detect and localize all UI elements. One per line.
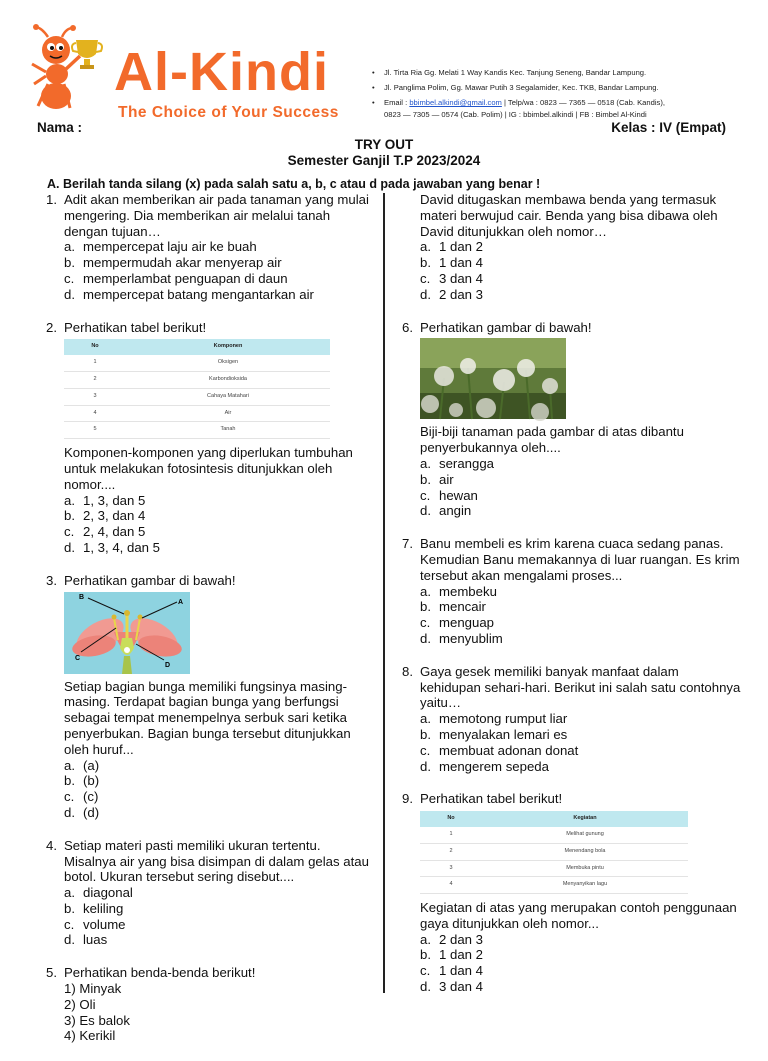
exam-title-block (0, 137, 768, 168)
question-3 (46, 573, 376, 821)
option-letter: d. (64, 932, 75, 948)
option-a[interactable] (64, 493, 376, 509)
option-letter: a. (64, 885, 75, 901)
option-a[interactable] (420, 584, 742, 600)
contact-details (384, 97, 665, 119)
option-letter: b. (420, 599, 431, 615)
question-text: David ditugaskan membawa benda yang termasuk materi berwujud cair. Benda yang bisa dibawa oleh David ditunjukkan oleh nomor… (420, 192, 718, 239)
table-cell: Membuka pintu (482, 860, 688, 877)
option-d[interactable] (420, 287, 742, 303)
option-text: 2 dan 3 (439, 931, 483, 947)
question-text: Gaya gesek memiliki banyak manfaat dalam kehidupan sehari-hari. Berikut ini salah satu contohnya yaitu… (420, 663, 741, 711)
option-letter: b. (64, 773, 75, 789)
option-text: menyublim (439, 630, 503, 646)
email-label: Email : (384, 98, 410, 108)
column-divider (383, 193, 385, 993)
table-row (64, 422, 330, 439)
question-1 (46, 192, 376, 303)
table-header: Komponen (126, 339, 330, 355)
question-9 (402, 791, 742, 995)
figure-label-b: B (79, 593, 85, 601)
option-d[interactable] (420, 503, 742, 519)
option-text: 1 dan 4 (439, 255, 483, 271)
question-5-continued (402, 192, 742, 303)
option-a[interactable] (64, 239, 376, 255)
option-c[interactable] (420, 743, 742, 759)
question-number: 9. (402, 791, 413, 807)
option-letter: c. (420, 615, 431, 631)
table-row (420, 827, 688, 843)
option-text: (c) (83, 789, 99, 805)
address-row (372, 82, 764, 93)
option-letter: d. (420, 286, 431, 302)
option-letter: b. (420, 726, 431, 742)
list-item: 3) Es balok (64, 1012, 130, 1028)
option-a[interactable] (420, 239, 742, 255)
option-b[interactable] (420, 255, 742, 271)
option-text: membeku (439, 583, 497, 599)
question-text: Komponen-komponen yang diperlukan tumbuhan untuk melakukan fotosintesis ditunjukkan oleh nomor.... (64, 445, 353, 492)
dandelion-photo (420, 338, 566, 419)
letterhead (0, 0, 768, 120)
bullet: • (372, 68, 375, 77)
option-letter: b. (64, 900, 75, 916)
table-cell: Cahaya Matahari (126, 388, 330, 405)
option-c[interactable] (420, 615, 742, 631)
table-cell: Menendang bola (482, 843, 688, 860)
name-field-label: Nama : (37, 120, 83, 135)
option-text: luas (83, 932, 108, 948)
option-d[interactable] (64, 932, 376, 948)
table-cell: Tanah (126, 422, 330, 439)
option-b[interactable] (64, 901, 376, 917)
option-b[interactable] (64, 508, 376, 524)
table-cell: 3 (64, 388, 126, 405)
question-intro: Perhatikan tabel berikut! (64, 319, 207, 335)
option-b[interactable] (64, 773, 376, 789)
option-text: 3 dan 4 (439, 979, 483, 995)
figure-label-c: C (75, 654, 81, 662)
question-text: Biji-biji tanaman pada gambar di atas dibantu penyerbukannya oleh.... (420, 424, 684, 456)
option-c[interactable] (64, 917, 376, 933)
question-number: 8. (402, 663, 413, 679)
option-letter: d. (420, 758, 431, 774)
option-text: hewan (439, 487, 478, 503)
option-letter: b. (420, 255, 431, 271)
option-letter: b. (420, 471, 431, 487)
email-link[interactable]: bbimbel.alkindi@gmail.com (409, 98, 502, 108)
figure-label-a: A (178, 598, 184, 606)
table-cell: Menyanyikan lagu (482, 877, 688, 894)
option-letter: c. (64, 916, 75, 932)
option-b[interactable] (420, 947, 742, 963)
flower-diagram (64, 592, 190, 674)
table-cell: 4 (64, 405, 126, 422)
option-c[interactable] (64, 524, 376, 540)
list-item: 4) Kerikil (64, 1028, 116, 1044)
table-row (420, 843, 688, 860)
question-text: Setiap materi pasti memiliki ukuran tertentu. Misalnya air yang bisa disimpan di dalam gelas atau botol. Ukuran tersebut sering disebut.... (64, 837, 369, 885)
left-column (46, 192, 376, 1061)
option-c[interactable] (64, 789, 376, 805)
option-text: 3 dan 4 (439, 270, 483, 286)
question-5 (46, 965, 376, 1044)
option-letter: a. (420, 711, 431, 727)
option-text: volume (83, 916, 126, 932)
question-number: 6. (402, 319, 413, 335)
address-kandis: Jl. Tirta Ria Gg. Melati 1 Way Kandis Kec. Tanjung Seneng, Bandar Lampung. (384, 68, 647, 77)
question-intro: Perhatikan gambar di bawah! (420, 319, 592, 335)
list-item: 1) Minyak (64, 981, 122, 997)
item-list (64, 981, 376, 1044)
question-intro: Perhatikan gambar di bawah! (64, 572, 236, 588)
option-letter: c. (420, 487, 431, 503)
option-text: air (439, 471, 454, 487)
option-d[interactable] (420, 759, 742, 775)
option-d[interactable] (64, 805, 376, 821)
option-c[interactable] (420, 488, 742, 504)
option-text: 1 dan 2 (439, 239, 483, 255)
option-d[interactable] (64, 287, 376, 303)
question-text: Setiap bagian bunga memiliki fungsinya masing-masing. Terdapat bagian bunga yang berfungsi sebagai tempat menempelnya serbuk sari ketika penyerbukan. Bagian bunga tersebut ditunjukkan oleh huruf... (64, 678, 351, 757)
question-8 (402, 664, 742, 775)
option-text: (a) (83, 757, 100, 773)
option-text: (b) (83, 773, 100, 789)
right-column (402, 192, 742, 1012)
contact-info (372, 67, 764, 124)
option-letter: b. (64, 508, 75, 524)
option-letter: c. (64, 524, 75, 540)
option-letter: d. (420, 503, 431, 519)
option-letter: a. (64, 492, 75, 508)
option-text: membuat adonan donat (439, 742, 579, 758)
option-letter: c. (64, 270, 75, 286)
option-text: 2, 4, dan 5 (83, 524, 146, 540)
option-text: mempermudah akar menyerap air (83, 255, 282, 271)
table-row (64, 405, 330, 422)
option-letter: c. (420, 270, 431, 286)
option-letter: b. (64, 255, 75, 271)
option-letter: d. (64, 539, 75, 555)
question-2 (46, 320, 376, 556)
table-cell: 2 (420, 843, 482, 860)
option-letter: d. (420, 630, 431, 646)
option-letter: c. (64, 789, 75, 805)
option-a[interactable] (64, 758, 376, 774)
option-text: 1 dan 2 (439, 947, 483, 963)
question-intro: Perhatikan tabel berikut! (420, 791, 563, 807)
option-text: menguap (439, 615, 494, 631)
table-row (420, 860, 688, 877)
class-label: Kelas : IV (Empat) (611, 120, 726, 135)
option-letter: d. (420, 979, 431, 995)
table-cell: 5 (64, 422, 126, 439)
phone-social: 0823 — 7305 — 0574 (Cab. Polim) | IG : bbimbel.alkindi | FB : Bimbel Al-Kindi (384, 109, 647, 119)
option-text: 1, 3, dan 5 (83, 492, 146, 508)
question-text: Adit akan memberikan air pada tanaman yang mulai mengering. Dia memberikan air melalui tanah dengan tujuan… (64, 192, 369, 239)
option-d[interactable] (64, 540, 376, 556)
table-row (420, 877, 688, 894)
question-number: 7. (402, 536, 413, 552)
bullet: • (372, 83, 375, 93)
question-intro: Perhatikan benda-benda berikut! (64, 965, 256, 981)
question-number: 2. (46, 319, 57, 335)
option-text: memperlambat penguapan di daun (83, 270, 288, 286)
option-text: 1, 3, 4, dan 5 (83, 539, 160, 555)
table-cell: Oksigen (126, 355, 330, 371)
option-letter: d. (64, 804, 75, 820)
question-number: 5. (46, 965, 57, 981)
question-7 (402, 536, 742, 647)
exam-subtitle: Semester Ganjil T.P 2023/2024 (287, 152, 481, 168)
table-row (64, 388, 330, 405)
components-table (64, 339, 330, 439)
option-letter: a. (420, 455, 431, 471)
table-cell: 2 (64, 371, 126, 388)
option-text: menyalakan lemari es (439, 726, 568, 742)
table-cell: 1 (420, 827, 482, 843)
option-a[interactable] (420, 711, 742, 727)
address-row (372, 67, 764, 78)
table-header: No (420, 811, 482, 827)
table-cell: Melihat gunung (482, 827, 688, 843)
table-cell: 1 (64, 355, 126, 371)
option-text: diagonal (83, 885, 133, 901)
contact-row (372, 97, 764, 119)
option-text: 2, 3, dan 4 (83, 508, 146, 524)
activities-table (420, 811, 688, 894)
instruction: A. Berilah tanda silang (x) pada salah satu a, b, c atau d pada jawaban yang benar ! (47, 177, 541, 191)
option-text: 1 dan 4 (439, 963, 483, 979)
option-letter: a. (420, 931, 431, 947)
ant-mascot-trophy-icon (26, 24, 112, 114)
question-4 (46, 838, 376, 949)
option-text: angin (439, 503, 472, 519)
option-letter: a. (64, 239, 75, 255)
option-c[interactable] (64, 271, 376, 287)
table-cell: Air (126, 405, 330, 422)
option-text: (d) (83, 804, 100, 820)
option-letter: a. (420, 239, 431, 255)
option-a[interactable] (420, 932, 742, 948)
table-row (64, 355, 330, 371)
option-text: keliling (83, 900, 124, 916)
option-text: serangga (439, 455, 494, 471)
table-row (64, 371, 330, 388)
question-text: Kegiatan di atas yang merupakan contoh penggunaan gaya ditunjukkan oleh nomor... (420, 900, 737, 931)
phone-kandis: | Telp/wa : 0823 — 7365 — 0518 (Cab. Kandis), (501, 98, 665, 108)
option-b[interactable] (420, 599, 742, 615)
option-a[interactable] (64, 885, 376, 901)
option-letter: c. (420, 963, 431, 979)
address-polim: Jl. Panglima Polim, Gg. Mawar Putih 3 Segalamider, Kec. TKB, Bandar Lampung. (384, 83, 659, 93)
option-letter: a. (64, 757, 75, 773)
table-cell: Karbondioksida (126, 371, 330, 388)
brand-tagline: The Choice of Your Success (118, 104, 339, 121)
option-letter: d. (64, 286, 75, 302)
option-text: 2 dan 3 (439, 286, 483, 302)
option-letter: a. (420, 583, 431, 599)
option-a[interactable] (420, 456, 742, 472)
exam-title: TRY OUT (354, 137, 414, 152)
table-cell: 4 (420, 877, 482, 894)
question-number: 4. (46, 837, 57, 853)
option-letter: c. (420, 742, 431, 758)
option-text: mengerem sepeda (439, 758, 549, 774)
question-number: 1. (46, 192, 57, 207)
figure-label-d: D (165, 661, 171, 669)
option-b[interactable] (420, 472, 742, 488)
option-d[interactable] (420, 979, 742, 995)
brand-name: Al-Kindi (114, 42, 329, 102)
option-c[interactable] (420, 271, 742, 287)
option-text: mencair (439, 599, 486, 615)
option-b[interactable] (420, 727, 742, 743)
option-letter: b. (420, 947, 431, 963)
table-header: No (64, 339, 126, 355)
question-6 (402, 320, 742, 520)
question-text: Banu membeli es krim karena cuaca sedang panas. Kemudian Banu memakannya di luar ruangan. Es krim tersebut akan mengalami proses... (420, 536, 740, 583)
option-c[interactable] (420, 963, 742, 979)
option-text: memotong rumput liar (439, 711, 568, 727)
question-number: 3. (46, 572, 57, 588)
list-item: 2) Oli (64, 996, 96, 1012)
option-b[interactable] (64, 255, 376, 271)
table-header: Kegiatan (482, 811, 688, 827)
option-text: mempercepat laju air ke buah (83, 239, 257, 255)
option-d[interactable] (420, 631, 742, 647)
bullet: • (372, 98, 375, 108)
table-cell: 3 (420, 860, 482, 877)
option-text: mempercepat batang mengantarkan air (83, 286, 314, 302)
